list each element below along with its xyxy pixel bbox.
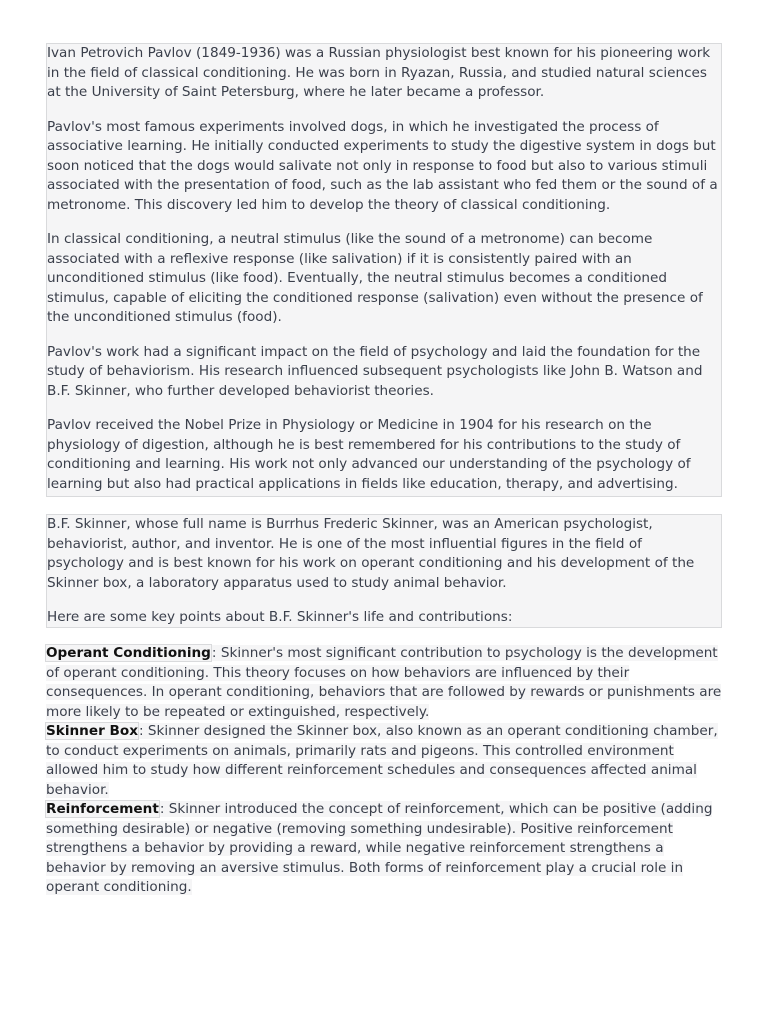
skinner-intro-section	[46, 514, 722, 628]
pavlov-paragraph-1: Ivan Petrovich Pavlov (1849-1936) was a Russian physiologist best known for his pioneering work in the field of classical conditioning. He was born in Ryazan, Russia, and studied natural sciences at the University of Saint Petersburg, where he later became a professor.	[47, 45, 711, 100]
key-point-text: : Skinner's most significant contribution to psychology is the development of operant conditioning. This theory focuses on how behaviors are influenced by their consequences. In operant conditioning, behaviors that are followed by rewards or punishments are more likely to be repeated or extinguished, respectively.	[46, 645, 722, 720]
key-point-text: : Skinner introduced the concept of reinforcement, which can be positive (adding something desirable) or negative (removing something undesirable). Positive reinforcement strengthens a behavior by providing a reward, while negative reinforcement strengthens a behavior by removing an aversive stimulus. Both forms of reinforcement play a crucial role in operant conditioning.	[46, 801, 713, 895]
key-point-text: : Skinner designed the Skinner box, also known as an operant conditioning chamber, to conduct experiments on animals, primarily rats and pigeons. This controlled environment allowed him to study how different reinforcement schedules and consequences affected animal behavior.	[46, 723, 718, 798]
pavlov-paragraph-2: Pavlov's most famous experiments involved dogs, in which he investigated the process of associative learning. He initially conducted experiments to study the digestive system in dogs but soon noticed that the dogs would salivate not only in response to food but also to various stimuli associated with the presentation of food, such as the lab assistant who fed them or the sound of a metronome. This discovery led him to develop the theory of classical conditioning.	[47, 118, 718, 213]
key-point-operant-conditioning	[46, 644, 722, 722]
skinner-key-points-list	[46, 644, 722, 898]
key-point-term: Reinforcement	[46, 801, 159, 817]
key-point-term: Skinner Box	[46, 723, 138, 739]
skinner-paragraph-1: B.F. Skinner, whose full name is Burrhus Frederic Skinner, was an American psychologist, behaviorist, author, and inventor. He is one of the most influential figures in the field of psychology and is best known for his work on operant conditioning and his development of the Skinner box, a laboratory apparatus used to study animal behavior.	[47, 516, 695, 591]
pavlov-section	[46, 43, 722, 497]
key-point-skinner-box	[46, 722, 722, 800]
key-point-term: Operant Conditioning	[46, 645, 211, 661]
pavlov-paragraph-4: Pavlov's work had a significant impact on the field of psychology and laid the foundation for the study of behaviorism. His research influenced subsequent psychologists like John B. Watson and B.F. Skinner, who further developed behaviorist theories.	[47, 343, 703, 399]
pavlov-paragraph-3: In classical conditioning, a neutral stimulus (like the sound of a metronome) can become associated with a reflexive response (like salivation) if it is consistently paired with an unconditioned stimulus (like food). Eventually, the neutral stimulus becomes a conditioned stimulus, capable of eliciting the conditioned response (salivation) even without the presence of the unconditioned stimulus (food).	[47, 231, 703, 325]
skinner-paragraph-2: Here are some key points about B.F. Skinner's life and contributions:	[47, 609, 513, 625]
pavlov-paragraph-5: Pavlov received the Nobel Prize in Physiology or Medicine in 1904 for his research on the physiology of digestion, although he is best remembered for his contributions to the study of conditioning and learning. His work not only advanced our understanding of the psychology of learning but also had practical applications in fields like education, therapy, and advertising.	[47, 417, 691, 492]
key-point-reinforcement	[46, 800, 722, 898]
